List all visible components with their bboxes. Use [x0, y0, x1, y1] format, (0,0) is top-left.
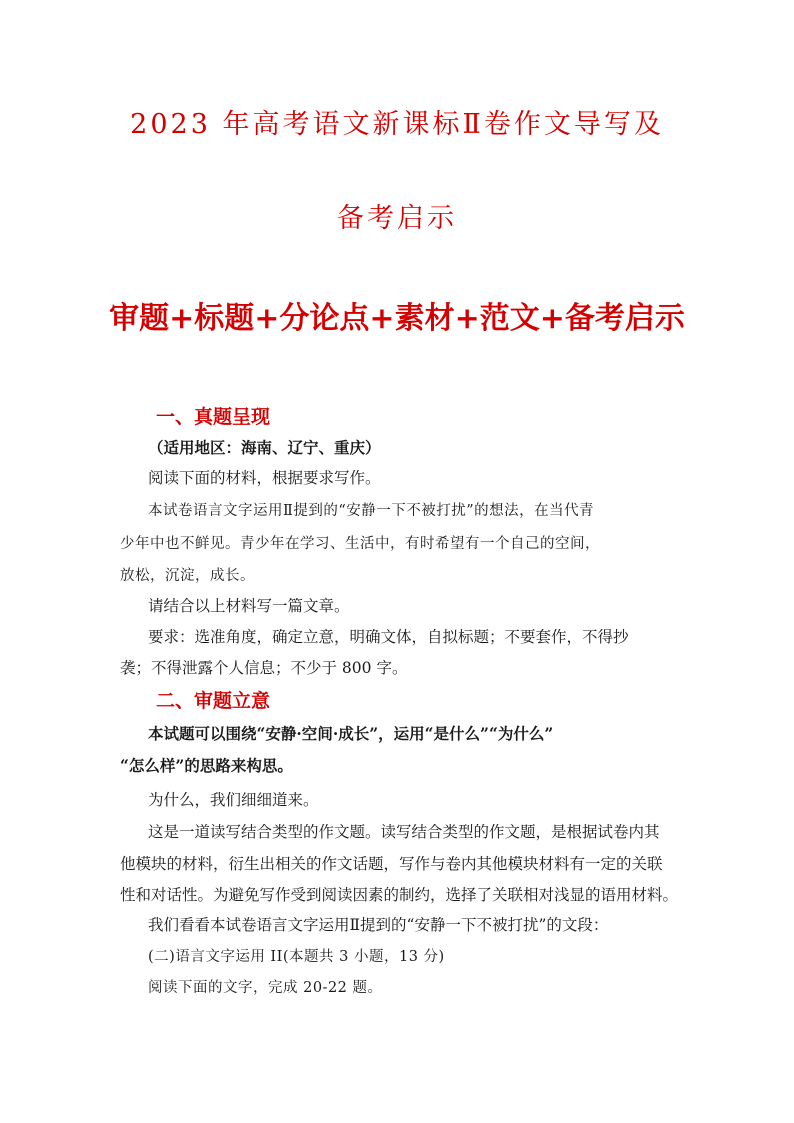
requirement-line: 要求：选准角度，确定立意，明确文体，自拟标题；不要套作，不得抄 — [148, 628, 629, 646]
subtitle: 审题+标题+分论点+素材+范文+备考启示 — [109, 301, 685, 336]
region-note: （适用地区：海南、辽宁、重庆） — [148, 438, 381, 457]
paragraph: 本试题可以围绕“安静·空间·成长”，运用“是什么”“为什么” — [148, 724, 554, 743]
paragraph: “怎么样”的思路来构思。 — [120, 756, 293, 775]
title-line-1: 2023 年高考语文新课标Ⅱ卷作文导写及 — [130, 109, 664, 140]
paragraph: 阅读下面的文字，完成 20-22 题。 — [148, 980, 383, 996]
paragraph: 阅读下面的材料，根据要求写作。 — [148, 469, 381, 487]
section2-heading: 二、审题立意 — [156, 690, 271, 712]
material-line: 本试卷语言文字运用Ⅱ提到的“安静一下不被打扰”的想法，在当代青 — [148, 503, 595, 519]
paragraph: 他模块的材料，衍生出相关的作文话题，写作与卷内其他模块材料有一定的关联 — [120, 855, 663, 873]
paragraph: 我们看看本试卷语言文字运用Ⅱ提到的“安静一下不被打扰”的文段： — [148, 916, 609, 934]
paragraph: 请结合以上材料写一篇文章。 — [148, 597, 350, 615]
paragraph: 这是一道读写结合类型的作文题。读写结合类型的作文题，是根据试卷内其 — [148, 823, 660, 841]
requirement-line: 袭；不得泄露个人信息；不少于 800 字。 — [120, 659, 408, 677]
paragraph: 为什么，我们细细道来。 — [148, 791, 319, 809]
paragraph: (二)语言文字运用 II(本题共 3 小题，13 分) — [148, 949, 445, 965]
material-line: 放松，沉淀，成长。 — [120, 568, 255, 584]
title-line-2: 备考启示 — [337, 203, 457, 234]
section1-heading: 一、真题呈现 — [156, 406, 271, 428]
material-line: 少年中也不鲜见。青少年在学习、生活中，有时希望有一个自己的空间， — [120, 536, 600, 552]
paragraph: 性和对话性。为避免写作受到阅读因素的制约，选择了关联相对浅显的语用材料。 — [120, 886, 679, 904]
